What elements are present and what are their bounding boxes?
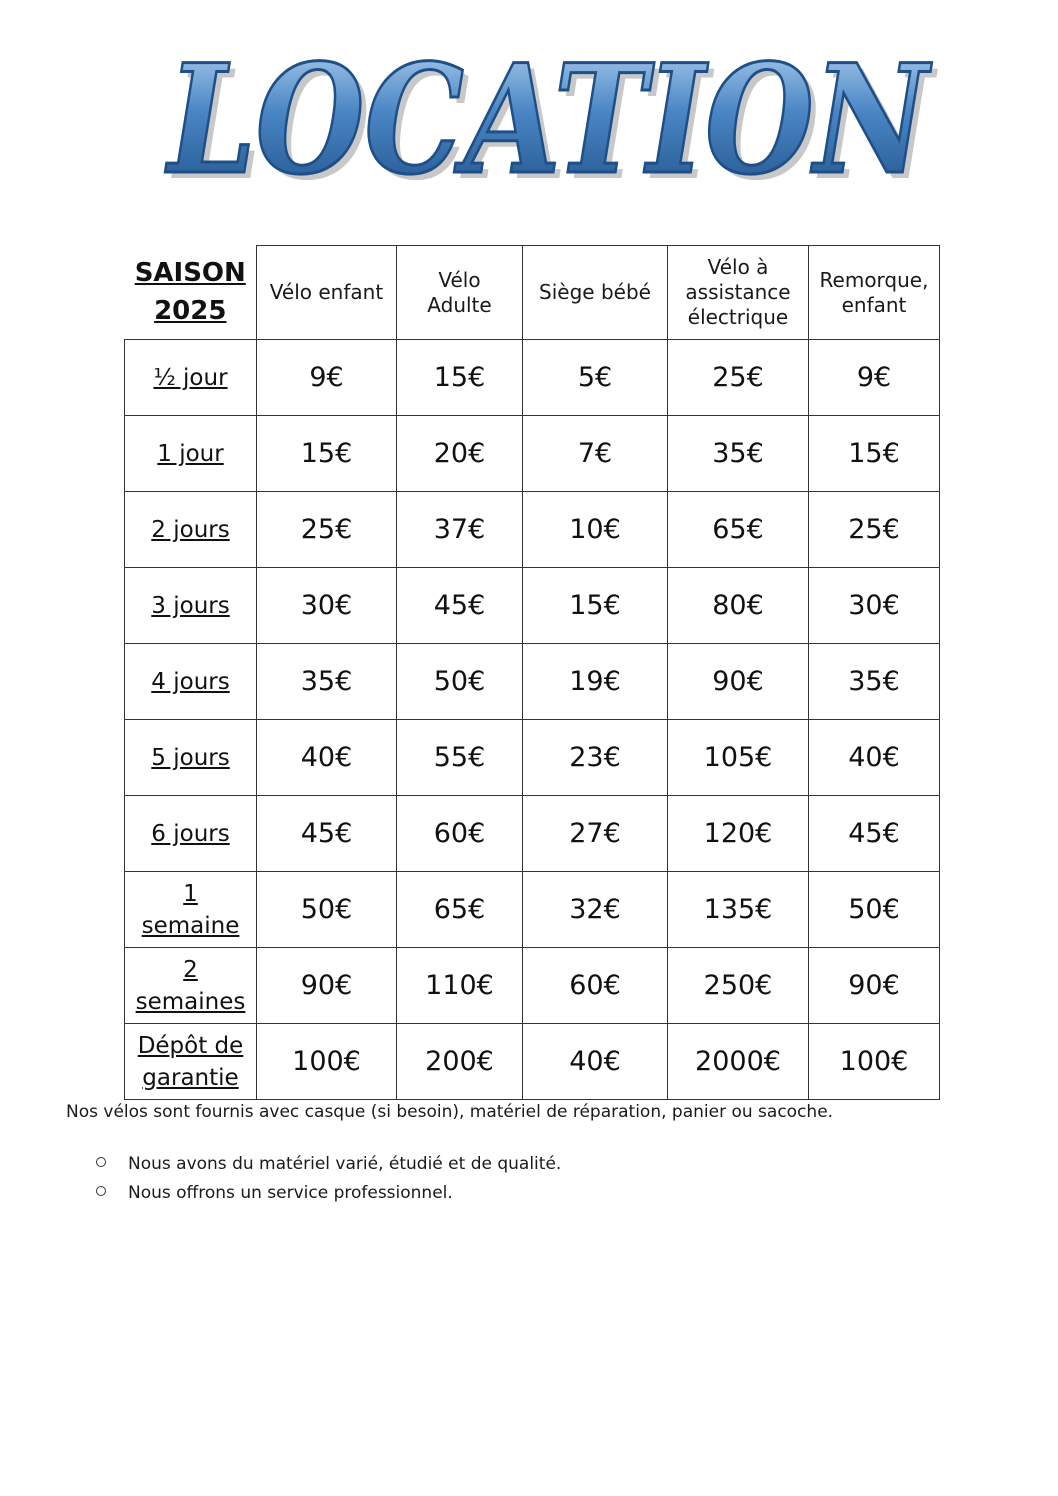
price-cell [523, 644, 668, 720]
price-cell [523, 948, 668, 1024]
duration-label: 6 jours [151, 820, 230, 847]
price-cell [523, 416, 668, 492]
price-value: 15€ [433, 362, 486, 393]
price-cell [397, 416, 523, 492]
price-value: 37€ [433, 514, 486, 545]
table-row [125, 416, 940, 492]
price-cell [257, 720, 397, 796]
column-header: Vélo Adulte [397, 246, 523, 340]
price-value: 135€ [703, 894, 773, 925]
price-value: 60€ [569, 970, 621, 1001]
price-cell [668, 416, 809, 492]
circle-bullet-icon [96, 1157, 106, 1167]
price-value: 15€ [569, 590, 621, 621]
price-value: 65€ [433, 894, 486, 925]
table-row [125, 568, 940, 644]
row-label-cell [125, 872, 257, 948]
price-cell [397, 872, 523, 948]
price-value: 120€ [703, 818, 773, 849]
price-cell [668, 1024, 809, 1100]
price-cell [809, 872, 940, 948]
price-value: 50€ [848, 894, 900, 925]
price-cell [809, 492, 940, 568]
price-cell [809, 720, 940, 796]
price-cell [809, 644, 940, 720]
price-cell [257, 568, 397, 644]
table-row [125, 796, 940, 872]
price-value: 50€ [300, 894, 353, 925]
price-cell [257, 340, 397, 416]
price-cell [397, 796, 523, 872]
price-value: 9€ [856, 362, 892, 393]
price-value: 19€ [569, 666, 621, 697]
price-cell [809, 340, 940, 416]
price-value: 90€ [712, 666, 764, 697]
price-value: 45€ [300, 818, 353, 849]
price-cell [668, 340, 809, 416]
price-value: 90€ [848, 970, 900, 1001]
price-value: 50€ [433, 666, 486, 697]
price-value: 5€ [577, 362, 613, 393]
price-cell [257, 1024, 397, 1100]
price-value: 110€ [425, 970, 494, 1001]
duration-label: 2 jours [151, 516, 230, 543]
price-value: 45€ [433, 590, 486, 621]
row-label-cell [125, 416, 257, 492]
price-cell [523, 340, 668, 416]
price-value: 20€ [433, 438, 486, 469]
price-value: 100€ [292, 1046, 361, 1077]
row-label-cell [125, 340, 257, 416]
list-item: Nous avons du matériel varié, étudié et de qualité. [96, 1150, 561, 1179]
table-row [125, 644, 940, 720]
duration-label: 5 jours [151, 744, 230, 771]
price-value: 23€ [569, 742, 621, 773]
price-value: 25€ [300, 514, 353, 545]
row-label-cell [125, 644, 257, 720]
price-value: 40€ [848, 742, 900, 773]
price-value: 35€ [848, 666, 900, 697]
price-value: 65€ [712, 514, 764, 545]
price-value: 32€ [569, 894, 621, 925]
bullet-list [96, 1150, 561, 1208]
price-cell [523, 568, 668, 644]
price-table [124, 245, 940, 1100]
table-row [125, 948, 940, 1024]
duration-label: Dépôt de garantie [137, 1032, 244, 1091]
duration-label: ½ jour [153, 364, 228, 391]
column-header: Remorque, enfant [809, 246, 940, 340]
price-value: 45€ [848, 818, 900, 849]
price-value: 40€ [300, 742, 353, 773]
price-cell [397, 568, 523, 644]
row-label-cell [125, 1024, 257, 1100]
price-cell [397, 340, 523, 416]
price-value: 55€ [433, 742, 486, 773]
duration-label: 1 semaine [141, 880, 240, 939]
price-cell [397, 720, 523, 796]
price-value: 30€ [848, 590, 900, 621]
price-cell [668, 948, 809, 1024]
price-value: 40€ [569, 1046, 621, 1077]
price-cell [257, 796, 397, 872]
table-header-row [125, 246, 940, 340]
table-row [125, 720, 940, 796]
price-value: 90€ [300, 970, 353, 1001]
price-cell [397, 492, 523, 568]
duration-label: 4 jours [151, 668, 230, 695]
price-value: 15€ [300, 438, 353, 469]
price-value: 2000€ [695, 1046, 781, 1077]
price-cell [257, 644, 397, 720]
price-cell [809, 416, 940, 492]
price-value: 9€ [309, 362, 344, 393]
circle-bullet-icon [96, 1186, 106, 1196]
price-cell [257, 872, 397, 948]
price-cell [523, 1024, 668, 1100]
list-item: Nous offrons un service professionnel. [96, 1179, 561, 1208]
table-row [125, 340, 940, 416]
price-value: 25€ [848, 514, 900, 545]
row-label-cell [125, 948, 257, 1024]
table-row [125, 872, 940, 948]
price-value: 30€ [300, 590, 353, 621]
price-cell [523, 720, 668, 796]
price-value: 25€ [712, 362, 764, 393]
price-cell [668, 796, 809, 872]
price-value: 105€ [703, 742, 773, 773]
price-cell [809, 568, 940, 644]
price-value: 80€ [712, 590, 764, 621]
row-label-cell [125, 492, 257, 568]
price-value: 10€ [569, 514, 621, 545]
price-cell [809, 948, 940, 1024]
price-cell [668, 720, 809, 796]
price-cell [523, 872, 668, 948]
title-wordart [150, 40, 950, 210]
price-value: 35€ [300, 666, 353, 697]
price-value: 200€ [425, 1046, 494, 1077]
price-cell [397, 948, 523, 1024]
price-cell [809, 1024, 940, 1100]
duration-label: 3 jours [151, 592, 230, 619]
price-value: 35€ [712, 438, 764, 469]
included-equipment-note: Nos vélos sont fournis avec casque (si besoin), matériel de réparation, panier ou sacoche. [66, 1102, 834, 1122]
table-row [125, 1024, 940, 1100]
column-header: Vélo à assistance électrique [668, 246, 809, 340]
price-cell [809, 796, 940, 872]
price-cell [257, 416, 397, 492]
season-label: SAISON 2025 [125, 246, 257, 340]
column-header: Siège bébé [523, 246, 668, 340]
price-value: 250€ [703, 970, 773, 1001]
column-header: Vélo enfant [257, 246, 397, 340]
duration-label: 2 semaines [135, 956, 246, 1015]
price-cell [523, 492, 668, 568]
title-shadow: LOCATION [170, 40, 939, 210]
title-text: LOCATION [164, 40, 933, 208]
price-value: 60€ [433, 818, 486, 849]
page-title [150, 40, 950, 210]
price-cell [668, 644, 809, 720]
price-cell [397, 1024, 523, 1100]
row-label-cell [125, 568, 257, 644]
price-value: 7€ [577, 438, 613, 469]
table-row [125, 492, 940, 568]
price-cell [397, 644, 523, 720]
price-cell [668, 568, 809, 644]
price-cell [668, 492, 809, 568]
duration-label: 1 jour [157, 440, 224, 467]
price-value: 15€ [848, 438, 900, 469]
price-value: 27€ [569, 818, 621, 849]
row-label-cell [125, 720, 257, 796]
price-cell [523, 796, 668, 872]
price-value: 100€ [839, 1046, 909, 1077]
row-label-cell [125, 796, 257, 872]
price-cell [668, 872, 809, 948]
price-cell [257, 492, 397, 568]
price-cell [257, 948, 397, 1024]
